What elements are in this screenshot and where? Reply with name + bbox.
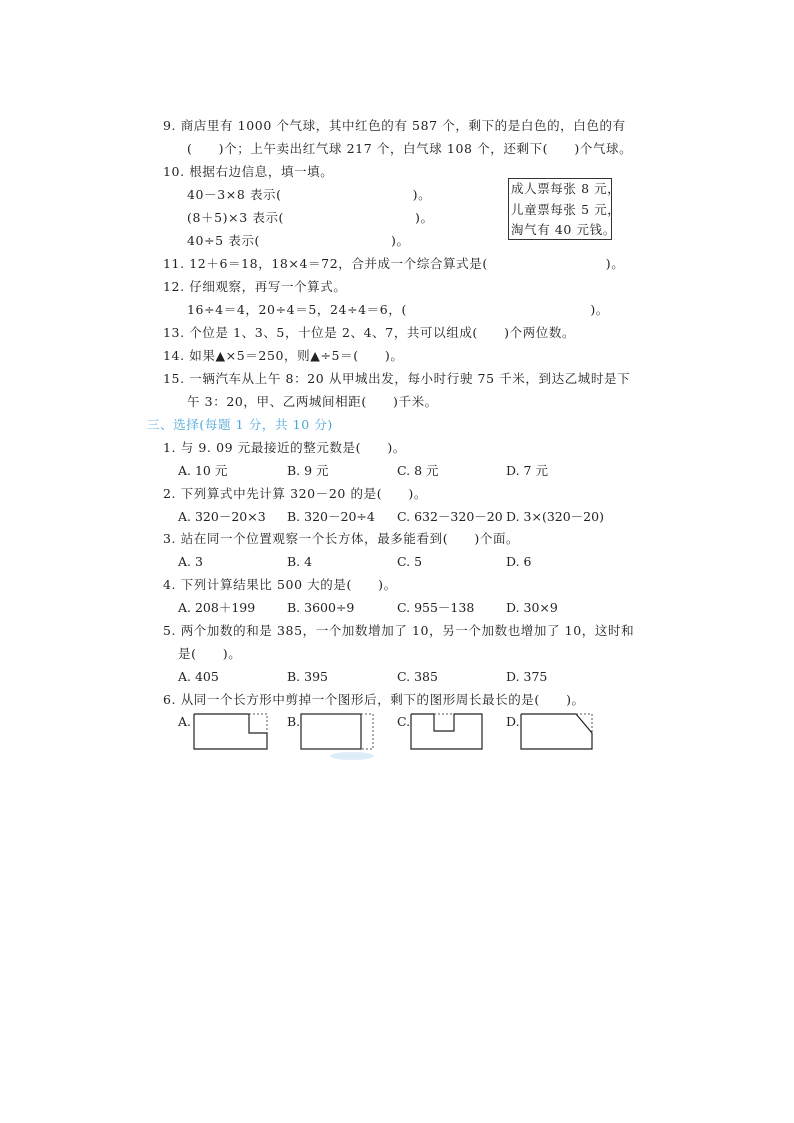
choice-1-option-c: C. 8 元 — [397, 463, 439, 478]
choice-1-option-a: A. 10 元 — [178, 463, 228, 478]
choice-6-figure-c — [410, 713, 486, 751]
choice-3-option-a: A. 3 — [178, 554, 203, 569]
choice-4-option-c: C. 955－138 — [397, 600, 475, 615]
choice-5-option-a: A. 405 — [178, 669, 219, 684]
question-12-title: 12. 仔细观察，再写一个算式。 — [163, 279, 347, 294]
question-10-line-3: 40÷5 表示( )。 — [187, 233, 410, 248]
choice-4-option-d: D. 30×9 — [506, 600, 558, 615]
question-9-line-2: ( )个；上午卖出红气球 217 个，白气球 108 个，还剩下( )个气球。 — [187, 141, 633, 156]
choice-1-option-d: D. 7 元 — [506, 463, 548, 478]
question-10-line-2: (8＋5)×3 表示( )。 — [187, 210, 434, 225]
question-11: 11. 12＋6＝18，18×4＝72，合并成一个综合算式是( )。 — [163, 256, 625, 271]
choice-4-option-b: B. 3600÷9 — [287, 600, 355, 615]
question-13: 13. 个位是 1、3、5，十位是 2、4、7，共可以组成( )个两位数。 — [163, 325, 576, 340]
choice-6-figure-d — [520, 713, 596, 751]
choice-2-question: 2. 下列算式中先计算 320－20 的是( )。 — [163, 486, 427, 501]
question-15-line-1: 15. 一辆汽车从上午 8：20 从甲城出发，每小时行驶 75 千米，到达乙城时是下 — [163, 371, 631, 386]
section-title: 三、选择(每题 1 分，共 10 分) — [147, 417, 333, 432]
choice-6-label-a: A. — [178, 714, 192, 729]
choice-5-question-line-1: 5. 两个加数的和是 385，一个加数增加了 10，另一个加数也增加了 10，这时和 — [163, 623, 635, 638]
choice-3-option-d: D. 6 — [506, 554, 532, 569]
choice-4-option-a: A. 208＋199 — [178, 600, 256, 615]
choice-4-question: 4. 下列计算结果比 500 大的是( )。 — [163, 577, 397, 592]
choice-6-figure-a — [193, 713, 269, 751]
choice-3-option-c: C. 5 — [397, 554, 423, 569]
question-15-line-2: 午 3：20，甲、乙两城间相距( )千米。 — [187, 394, 438, 409]
question-12-line: 16÷4＝4，20÷4＝5，24÷4＝6，( )。 — [187, 302, 609, 317]
choice-1-question: 1. 与 9. 09 元最接近的整元数是( )。 — [163, 440, 406, 455]
info-line-child: 儿童票每张 5 元， — [511, 201, 621, 217]
choice-2-option-b: B. 320－20÷4 — [287, 509, 375, 524]
choice-1-option-b: B. 9 元 — [287, 463, 329, 478]
choice-6-label-b: B. — [287, 714, 301, 729]
info-line-adult: 成人票每张 8 元， — [511, 181, 621, 196]
choice-6-label-d: D. — [506, 714, 520, 729]
choice-2-option-d: D. 3×(320－20) — [506, 509, 604, 524]
choice-5-option-c: C. 385 — [397, 669, 438, 684]
choice-6-question: 6. 从同一个长方形中剪掉一个图形后，剩下的图形周长最长的是( )。 — [163, 692, 585, 707]
choice-2-option-c: C. 632－320－20 — [397, 509, 503, 524]
choice-3-option-b: B. 4 — [287, 554, 313, 569]
question-9-line-1: 9. 商店里有 1000 个气球，其中红色的有 587 个，剩下的是白色的，白色的有 — [163, 118, 626, 133]
choice-6-figure-b — [300, 713, 376, 751]
scan-smudge — [330, 752, 374, 760]
choice-5-option-b: B. 395 — [287, 669, 328, 684]
info-box — [508, 178, 621, 240]
question-10-line-1: 40－3×8 表示( )。 — [187, 187, 432, 202]
question-14: 14. 如果▲×5＝250，则▲÷5＝( )。 — [163, 348, 404, 363]
choice-3-question: 3. 站在同一个位置观察一个长方体，最多能看到( )个面。 — [163, 531, 520, 546]
info-line-money: 淘气有 40 元钱。 — [511, 222, 616, 237]
choice-5-option-d: D. 375 — [506, 669, 548, 684]
choice-2-option-a: A. 320－20×3 — [178, 509, 266, 524]
question-10-title: 10. 根据右边信息，填一填。 — [163, 164, 334, 179]
choice-6-label-c: C. — [397, 714, 411, 729]
choice-5-question-line-2: 是( )。 — [178, 646, 242, 661]
